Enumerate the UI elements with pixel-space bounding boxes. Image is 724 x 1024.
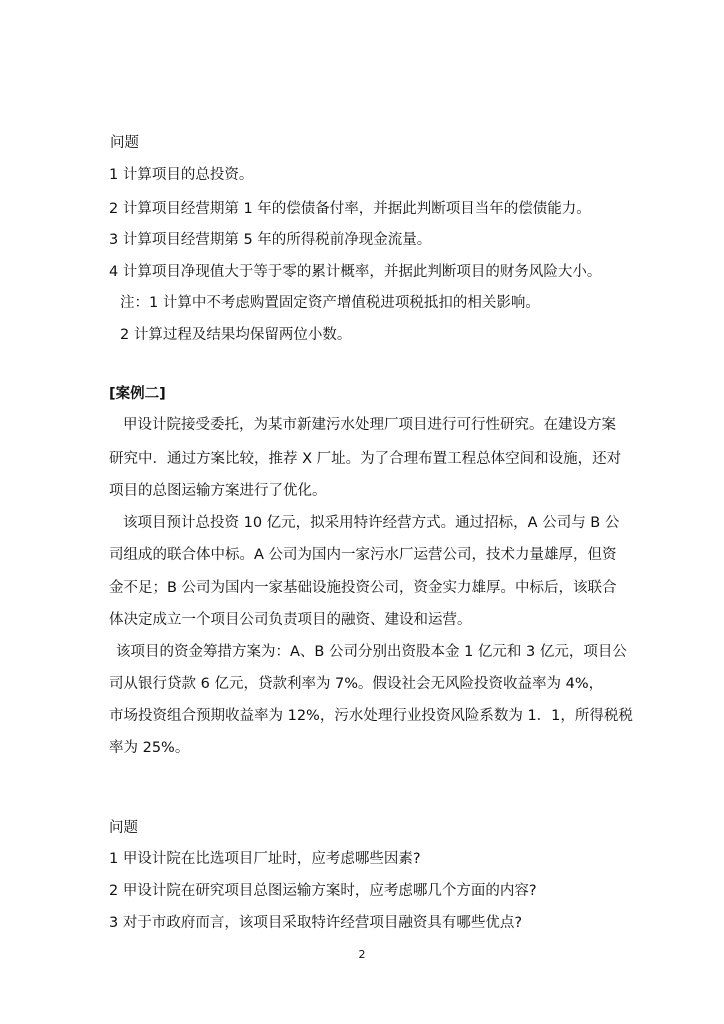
question-2: 2 计算项目经营期第 1 年的偿债备付率，并据此判断项目当年的偿债能力。 <box>109 201 591 217</box>
case-paragraph-line: 司组成的联合体中标。A 公司为国内一家污水厂运营公司，技术力量雄厚，但资 <box>109 547 617 563</box>
question-1: 1 甲设计院在比选项目厂址时，应考虑哪些因素? <box>109 851 421 867</box>
case-title: [案例二] <box>109 386 166 402</box>
question-3: 3 计算项目经营期第 5 年的所得税前净现金流量。 <box>109 232 432 248</box>
note-1: 注：1 计算中不考虑购置固定资产增值税进项税抵扣的相关影响。 <box>120 295 540 311</box>
case-paragraph-line: 体决定成立一个项目公司负责项目的融资、建设和运营。 <box>109 612 472 628</box>
case-paragraph-line: 项目的总图运输方案进行了优化。 <box>109 483 327 499</box>
question-4: 4 计算项目净现值大于等于零的累计概率，并据此判断项目的财务风险大小。 <box>109 264 602 280</box>
case-paragraph-line: 司从银行贷款 6 亿元，贷款利率为 7%。假设社会无风险投资收益率为 4%， <box>109 676 604 692</box>
question-3: 3 对于市政府而言，该项目采取特许经营项目融资具有哪些优点? <box>109 915 523 931</box>
case-paragraph-line: 研究中．通过方案比较，推荐 X 厂址。为了合理布置工程总体空间和设施，还对 <box>109 451 622 467</box>
case-paragraph-line: 该项目预计总投资 10 亿元，拟采用特许经营方式。通过招标，A 公司与 B 公 <box>123 515 620 531</box>
note-2: 2 计算过程及结果均保留两位小数。 <box>120 327 352 343</box>
question-1: 1 计算项目的总投资。 <box>109 167 254 183</box>
case-paragraph-line: 金不足；B 公司为国内一家基础设施投资公司，资金实力雄厚。中标后，该联合 <box>109 580 617 596</box>
case-paragraph-line: 市场投资组合预期收益率为 12%，污水处理行业投资风险系数为 1．1，所得税税 <box>109 708 633 724</box>
section-heading: 问题 <box>110 135 139 151</box>
case-paragraph-line: 率为 25%。 <box>109 740 190 756</box>
question-2: 2 甲设计院在研究项目总图运输方案时，应考虑哪几个方面的内容? <box>109 883 537 899</box>
case-paragraph-line: 甲设计院接受委托，为某市新建污水处理厂项目进行可行性研究。在建设方案 <box>123 417 616 433</box>
section-heading: 问题 <box>109 820 138 836</box>
page-number: 2 <box>358 948 366 961</box>
case-paragraph-line: 该项目的资金筹措方案为：A、B 公司分别出资股本金 1 亿元和 3 亿元，项目公 <box>116 644 627 660</box>
